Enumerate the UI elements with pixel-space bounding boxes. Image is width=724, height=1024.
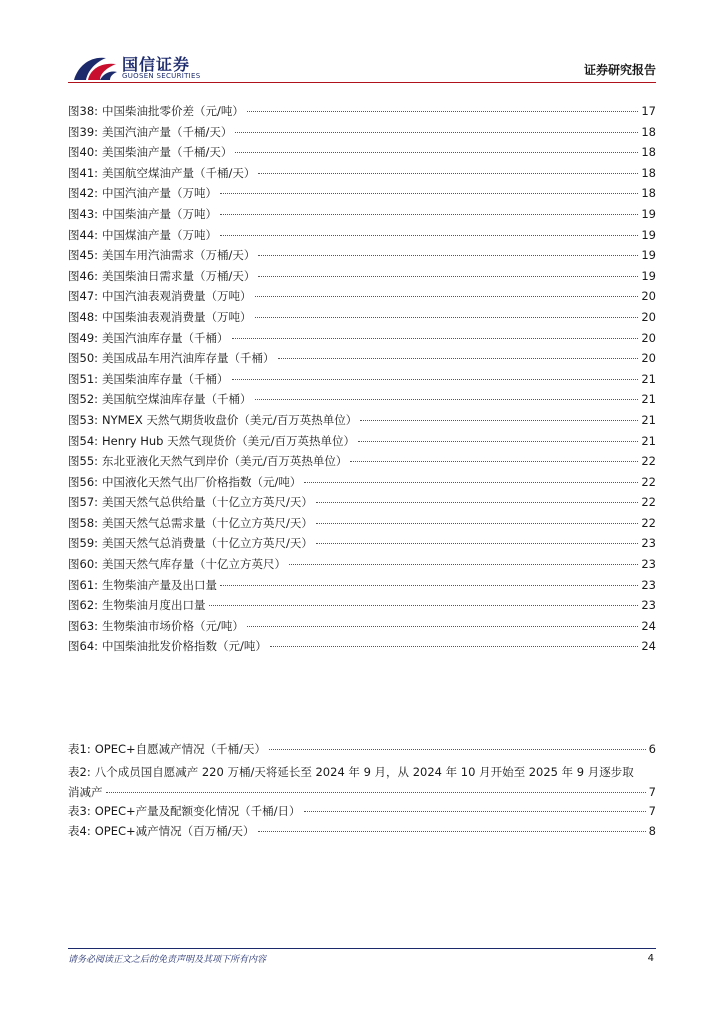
- toc-entry-label: 图58:: [68, 515, 99, 530]
- toc-entry-page: 17: [641, 104, 656, 118]
- dot-leader: [209, 605, 639, 606]
- toc-entry-figure[interactable]: [68, 597, 656, 618]
- toc-entry-figure[interactable]: [68, 412, 656, 433]
- toc-entry-page: 20: [641, 351, 656, 366]
- dot-leader: [316, 523, 638, 524]
- toc-entry-label: 图64:: [68, 639, 99, 654]
- toc-entry-title: 美国车用汽油需求（万桶/天）: [102, 248, 256, 263]
- toc-entry-figure[interactable]: [68, 124, 656, 145]
- toc-entry-title: 中国柴油产量（万吨）: [102, 206, 218, 221]
- toc-entry-figure[interactable]: [68, 268, 656, 289]
- toc-entry-table-4[interactable]: [68, 823, 656, 844]
- toc-entry-label: 图39:: [68, 124, 99, 139]
- toc-entry-label: 图63:: [68, 618, 99, 633]
- toc-entry-table-2[interactable]: [68, 762, 656, 803]
- guosen-logo: [70, 50, 200, 84]
- toc-entry-page: 6: [648, 742, 656, 756]
- dot-leader: [316, 502, 638, 503]
- toc-entry-title: 中国柴油表观消费量（万吨）: [102, 309, 252, 324]
- toc-entry-label: 图55:: [68, 454, 99, 469]
- toc-entry-page: 19: [641, 268, 656, 283]
- toc-entry-page: 21: [641, 433, 656, 448]
- toc-entry-title: 生物柴油产量及出口量: [102, 577, 218, 592]
- toc-entry-figure[interactable]: [68, 391, 656, 412]
- toc-entry-page: 22: [641, 515, 656, 530]
- toc-entry-label: 图54:: [68, 433, 99, 448]
- dot-leader: [232, 338, 639, 339]
- toc-entry-title: 美国航空煤油库存量（千桶）: [102, 392, 252, 407]
- toc-entry-title: 生物柴油市场价格（元/吨）: [102, 618, 244, 633]
- dot-leader: [220, 193, 638, 194]
- dot-leader: [235, 132, 638, 133]
- toc-entry-figure[interactable]: [68, 185, 656, 206]
- toc-entry-label: 表2:: [68, 764, 91, 779]
- toc-entry-page: 19: [641, 248, 656, 263]
- toc-entry-title: NYMEX 天然气期货收盘价（美元/百万英热单位）: [102, 412, 358, 427]
- toc-entry-figure[interactable]: [68, 144, 656, 165]
- toc-entry-page: 7: [648, 785, 656, 800]
- page-number: 4: [647, 953, 654, 964]
- dot-leader: [278, 358, 639, 359]
- toc-entry-label: 图48:: [68, 309, 99, 324]
- toc-entry-page: 18: [641, 124, 656, 139]
- dot-leader: [258, 173, 638, 174]
- toc-entry-label: 图61:: [68, 577, 99, 592]
- toc-entry-title: 美国柴油库存量（千桶）: [102, 371, 229, 386]
- dot-leader: [316, 543, 638, 544]
- toc-entry-label: 图49:: [68, 330, 99, 345]
- toc-entry-label: 表1:: [68, 742, 91, 756]
- dot-leader: [360, 420, 638, 421]
- toc-entry-label: 表3:: [68, 803, 91, 818]
- toc-entry-page: 24: [641, 618, 656, 633]
- toc-entry-figure[interactable]: [68, 371, 656, 392]
- toc-entry-page: 21: [641, 371, 656, 386]
- dot-leader: [304, 482, 638, 483]
- dot-leader: [255, 296, 639, 297]
- toc-entry-figure[interactable]: [68, 433, 656, 454]
- toc-entry-label: 表4:: [68, 824, 91, 839]
- toc-entry-label: 图50:: [68, 351, 99, 366]
- toc-entry-title: 美国天然气总消费量（十亿立方英尺/天）: [102, 536, 313, 551]
- toc-entry-figure[interactable]: [68, 577, 656, 598]
- toc-entry-label: 图42:: [68, 186, 99, 201]
- toc-entry-label: 图51:: [68, 371, 99, 386]
- toc-entry-figure[interactable]: [68, 535, 656, 556]
- dot-leader: [258, 255, 638, 256]
- toc-entry-label: 图52:: [68, 392, 99, 407]
- toc-entry-title: 美国柴油日需求量（万桶/天）: [102, 268, 256, 283]
- dot-leader: [289, 564, 638, 565]
- dot-leader: [258, 831, 646, 832]
- toc-entry-figure[interactable]: [68, 494, 656, 515]
- toc-entry-figure[interactable]: [68, 165, 656, 186]
- dot-leader: [304, 811, 646, 812]
- toc-entry-table-1[interactable]: [68, 741, 656, 762]
- dot-leader: [270, 646, 638, 647]
- dot-leader: [235, 152, 638, 153]
- toc-entry-title: 中国柴油批发价格指数（元/吨）: [102, 639, 267, 654]
- guosen-logo-icon: [70, 52, 118, 82]
- toc-entry-figure[interactable]: [68, 309, 656, 330]
- toc-entry-page: 23: [641, 536, 656, 551]
- toc-entry-label: 图44:: [68, 227, 99, 242]
- dot-leader: [220, 585, 638, 586]
- toc-entry-figure[interactable]: [68, 515, 656, 536]
- dot-leader: [247, 111, 638, 112]
- dot-leader: [258, 276, 638, 277]
- toc-entry-title: OPEC+减产情况（百万桶/天）: [94, 824, 255, 839]
- page-header: [0, 0, 724, 84]
- toc-entry-label: 图53:: [68, 412, 99, 427]
- toc-entry-label: 图47:: [68, 289, 99, 304]
- toc-entry-figure[interactable]: [68, 618, 656, 639]
- toc-entry-label: 图59:: [68, 536, 99, 551]
- toc-entry-label: 图60:: [68, 557, 99, 572]
- toc-entry-title: 美国汽油产量（千桶/天）: [102, 124, 233, 139]
- table-toc: [68, 741, 656, 844]
- toc-entry-label: 图43:: [68, 206, 99, 221]
- toc-entry-figure[interactable]: [68, 638, 656, 659]
- toc-entry-title: 美国成品车用汽油库存量（千桶）: [102, 351, 275, 366]
- toc-entry-page: 21: [641, 392, 656, 407]
- toc-entry-page: 8: [648, 824, 656, 839]
- toc-entry-title: 中国柴油批零价差（元/吨）: [102, 104, 244, 118]
- toc-entry-page: 23: [641, 557, 656, 572]
- toc-entry-page: 23: [641, 598, 656, 613]
- toc-entry-label: 图45:: [68, 248, 99, 263]
- toc-entry-label: 图56:: [68, 474, 99, 489]
- toc-entry-figure[interactable]: [68, 227, 656, 248]
- toc-entry-title: 生物柴油月度出口量: [102, 598, 206, 613]
- toc-entry-page: 20: [641, 289, 656, 304]
- toc-entry-title: 东北亚液化天然气到岸价（美元/百万英热单位）: [102, 454, 348, 469]
- toc-entry-page: 22: [641, 454, 656, 469]
- toc-entry-figure[interactable]: [68, 288, 656, 309]
- toc-entry-figure[interactable]: [68, 453, 656, 474]
- toc-entry-page: 22: [641, 495, 656, 510]
- toc-entry-figure[interactable]: [68, 206, 656, 227]
- toc-entry-title: 中国汽油产量（万吨）: [102, 186, 218, 201]
- toc-entry-label: 图41:: [68, 165, 99, 180]
- toc-entry-page: 20: [641, 309, 656, 324]
- toc-entry-page: 20: [641, 330, 656, 345]
- footer-divider: [68, 948, 656, 949]
- dot-leader: [220, 214, 638, 215]
- toc-entry-title-line1: 八个成员国自愿减产 220 万桶/天将延长至 2024 年 9 月，从 2024 年 10 月开始至 2025 年 9 月逐步取: [94, 764, 634, 779]
- toc-entry-page: 19: [641, 227, 656, 242]
- dot-leader: [350, 461, 638, 462]
- header-divider: [68, 82, 656, 83]
- toc-entry-page: 23: [641, 577, 656, 592]
- toc-entry-label: 图57:: [68, 495, 99, 510]
- dot-leader: [358, 441, 638, 442]
- toc-entry-title: 美国天然气库存量（十亿立方英尺）: [102, 557, 287, 572]
- toc-entry-page: 18: [641, 186, 656, 201]
- toc-entry-page: 18: [641, 145, 656, 160]
- dot-leader: [255, 399, 639, 400]
- dot-leader: [247, 626, 638, 627]
- toc-entry-title: 美国柴油产量（千桶/天）: [102, 145, 233, 160]
- toc-entry-figure[interactable]: [68, 474, 656, 495]
- toc-entry-title: OPEC+自愿减产情况（千桶/天）: [94, 742, 266, 756]
- footer-disclaimer: 请务必阅读正文之后的免责声明及其项下所有内容: [68, 955, 267, 965]
- toc-entry-page: 21: [641, 412, 656, 427]
- toc-entry-title: 美国天然气总供给量（十亿立方英尺/天）: [102, 495, 313, 510]
- toc-entry-title: OPEC+产量及配额变化情况（千桶/日）: [94, 803, 301, 818]
- dot-leader: [220, 235, 638, 236]
- toc-entry-figure[interactable]: [68, 556, 656, 577]
- report-type-label: 证券研究报告: [583, 63, 656, 77]
- toc-entry-table-3[interactable]: [68, 803, 656, 824]
- toc-entry-title: 中国汽油表观消费量（万吨）: [102, 289, 252, 304]
- toc-entry-label: 图38:: [68, 104, 99, 118]
- dot-leader: [269, 749, 646, 750]
- toc-entry-title: Henry Hub 天然气现货价（美元/百万英热单位）: [102, 433, 355, 448]
- dot-leader: [255, 317, 639, 318]
- toc-entry-figure[interactable]: [68, 350, 656, 371]
- dot-leader: [106, 792, 646, 793]
- toc-entry-page: 18: [641, 165, 656, 180]
- toc-entry-figure[interactable]: [68, 330, 656, 351]
- toc-entry-title-line2: 消减产: [68, 785, 103, 800]
- toc-entry-title: 美国航空煤油产量（千桶/天）: [102, 165, 256, 180]
- toc-entry-label: 图40:: [68, 145, 99, 160]
- figure-toc: [68, 103, 656, 659]
- toc-entry-label: 图62:: [68, 598, 99, 613]
- logo-cn-text: 国信证券: [122, 55, 191, 74]
- toc-entry-figure[interactable]: [68, 247, 656, 268]
- toc-entry-page: 7: [648, 803, 656, 818]
- toc-entry-label: 图46:: [68, 268, 99, 283]
- dot-leader: [232, 379, 639, 380]
- toc-entry-page: 19: [641, 206, 656, 221]
- toc-entry-title: 中国煤油产量（万吨）: [102, 227, 218, 242]
- toc-entry-title: 中国液化天然气出厂价格指数（元/吨）: [102, 474, 302, 489]
- toc-entry-page: 22: [641, 474, 656, 489]
- toc-entry-title: 美国天然气总需求量（十亿立方英尺/天）: [102, 515, 313, 530]
- toc-entry-figure[interactable]: [68, 103, 656, 124]
- toc-entry-title: 美国汽油库存量（千桶）: [102, 330, 229, 345]
- toc-entry-page: 24: [641, 639, 656, 654]
- logo-en-text: GUOSEN SECURITIES: [122, 72, 201, 80]
